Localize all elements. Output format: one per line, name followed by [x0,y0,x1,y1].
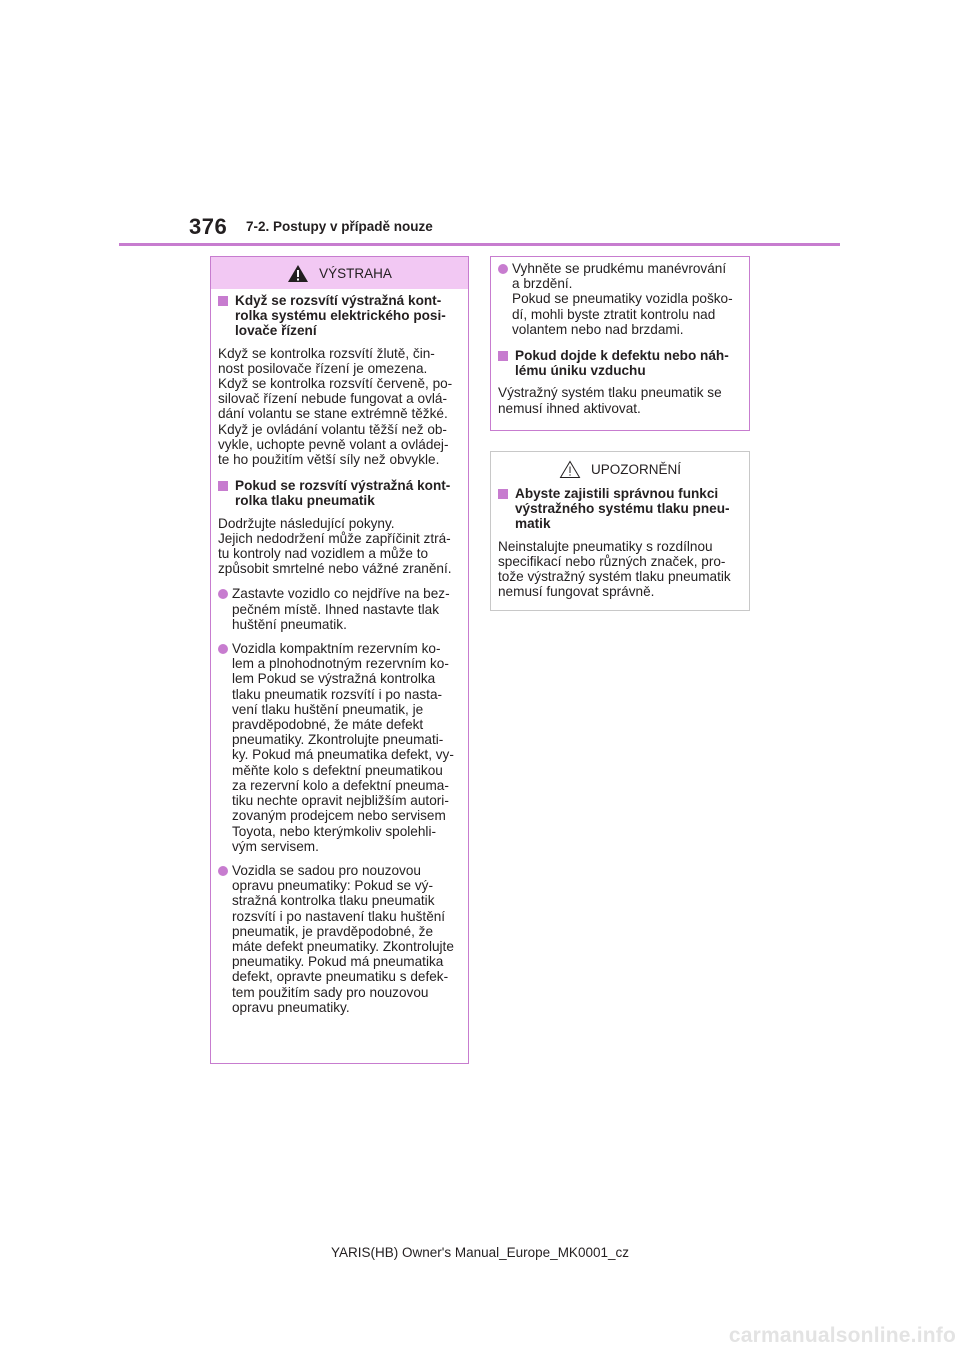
text-line: Výstražný systém tlaku pneumatik se [498,385,722,401]
text-line: a brzdění. [512,276,573,292]
text-line: rozsvítí i po nastavení tlaku huštění [232,908,446,924]
text-line: Když se kontrolka rozsvítí červeně, po- [218,376,453,392]
text-line: opravu pneumatiky. [232,999,350,1015]
text-line: Jejich nedodržení může zapříčinit ztrá- [218,530,451,546]
text-line: máte defekt pneumatiky. Zkontrolujte [232,938,454,954]
caution-box-title: UPOZORNĚNÍ [590,461,681,477]
text-line: te ho použitím větší síly než obvykle. [218,452,440,468]
warning-paragraph [498,385,743,415]
warning-triangle-outline-icon [559,460,581,479]
text-line: vým servisem. [232,838,319,854]
continuation-box-body [491,257,749,416]
text-line: Když se kontrolka rozsvítí žlutě, čin- [218,345,435,361]
footer-text: YARIS(HB) Owner's Manual_Europe_MK0001_cz [331,1245,629,1260]
warning-heading [498,348,743,378]
text-line: pneumatik, je pravděpodobné, že [232,923,434,939]
warning-box [210,256,469,1064]
text-line: nost posilovače řízení je omezena. [218,360,428,376]
text-line: defekt, opravte pneumatiku s defek- [232,969,449,985]
round-bullet-icon [218,866,228,876]
square-bullet-icon [218,296,228,306]
text-line: opravu pneumatiky: Pokud se vý- [232,878,433,894]
text-line: pneumatiky. Pokud má pneumatika [232,954,444,970]
text-line: Vyhněte se prudkému manévrování [512,261,727,276]
text-line: lovače řízení [235,323,317,339]
square-bullet-icon [218,481,228,491]
warning-box-header [211,257,468,289]
header-rule [119,243,840,246]
text-line: Abyste zajistili správnou funkci [515,486,719,501]
text-line: ky. Pokud má pneumatika defekt, vy- [232,747,454,763]
text-line: Když je ovládání volantu těžší než ob- [218,421,447,437]
round-bullet-icon [218,644,228,654]
text-line: vykle, uchopte pevně volant a ovládej- [218,436,449,452]
text-line: lem Pokud se výstražná kontrolka [232,671,436,687]
caution-box-header [491,454,749,484]
watermark: carmanualsonline.info [728,1324,956,1347]
warning-heading [218,293,462,339]
section-title: 7-2. Postupy v případě nouze [246,219,433,234]
text-line: Pokud dojde k defektu nebo náh- [515,348,729,364]
text-line: Zastavte vozidlo co nejdříve na bez- [232,586,450,602]
text-line: Neinstalujte pneumatiky s rozdílnou [498,538,713,554]
text-line: nemusí fungovat správně. [498,584,655,600]
text-line: Vozidla se sadou pro nouzovou [232,862,421,878]
text-line: zovaným prodejcem nebo servisem [232,808,446,824]
warning-box-title: VÝSTRAHA [319,265,392,281]
text-line: měňte kolo s defektní pneumatikou [232,762,443,778]
warning-triangle-filled-icon [287,264,309,283]
text-line: tu kontroly nad vozidlem a může to [218,546,429,562]
text-line: dání volantu se stane extrémně těžké. [218,406,448,422]
text-line: pneumatiky. Zkontrolujte pneumati- [232,732,444,748]
text-line: Toyota, nebo kterýmkoliv spolehli- [232,823,436,839]
text-line: rolka systému elektrického posi- [235,308,446,324]
square-bullet-icon [498,351,508,361]
text-line: Pokud se pneumatiky vozidla poško- [512,291,733,307]
text-line: nemusí ihned aktivovat. [498,400,641,416]
text-line: stražná kontrolka tlaku pneumatik [232,893,435,909]
text-line: rolka tlaku pneumatik [235,493,375,509]
warning-paragraph [218,346,462,468]
caution-box [490,451,750,611]
page-number: 376 [189,214,228,239]
text-line: specifikací nebo různých značek, pro- [498,553,726,569]
list-item [218,586,462,632]
text-line: volantem nebo nad brzdami. [512,321,684,337]
caution-paragraph [498,539,743,600]
text-line: tiku nechte opravit nejbližším autori- [232,793,449,809]
list-item [218,863,462,1015]
text-line: silovač řízení nebude fungovat a ovlá- [218,391,447,407]
text-line: Vozidla kompaktním rezervním ko- [232,641,441,657]
text-line: lému úniku vzduchu [515,363,646,379]
text-line: lem a plnohodnotným rezervním ko- [232,656,449,672]
text-line: matik [515,516,551,532]
text-line: dí, mohli byste ztratit kontrolu nad [512,306,716,322]
text-line: Když se rozsvítí výstražná kont- [235,293,442,308]
warning-box-body [211,289,468,1015]
caution-heading [498,486,743,532]
square-bullet-icon [498,489,508,499]
round-bullet-icon [218,589,228,599]
text-line: huštění pneumatik. [232,616,347,632]
warning-continuation-box [490,256,750,431]
caution-box-body [491,484,749,599]
text-line: vení tlaku huštění pneumatik, je [232,701,424,717]
text-line: způsobit smrtelné nebo vážné zranění. [218,561,452,577]
text-line: pravděpodobné, že máte defekt [232,717,424,733]
list-item [498,261,743,337]
text-line: za rezervní kolo a defektní pneuma- [232,777,449,793]
text-line: pečném místě. Ihned nastavte tlak [232,601,440,617]
list-item [218,641,462,854]
warning-paragraph [218,516,462,577]
text-line: tem použitím sady pro nouzovou [232,984,429,1000]
round-bullet-icon [498,264,508,274]
text-line: tlaku pneumatik rozsvítí i po nasta- [232,686,443,702]
text-line: výstražného systému tlaku pneu- [515,501,730,517]
text-line: tože výstražný systém tlaku pneumatik [498,569,731,585]
text-line: Dodržujte následující pokyny. [218,515,395,531]
warning-heading [218,478,462,508]
text-line: Pokud se rozsvítí výstražná kont- [235,478,451,494]
